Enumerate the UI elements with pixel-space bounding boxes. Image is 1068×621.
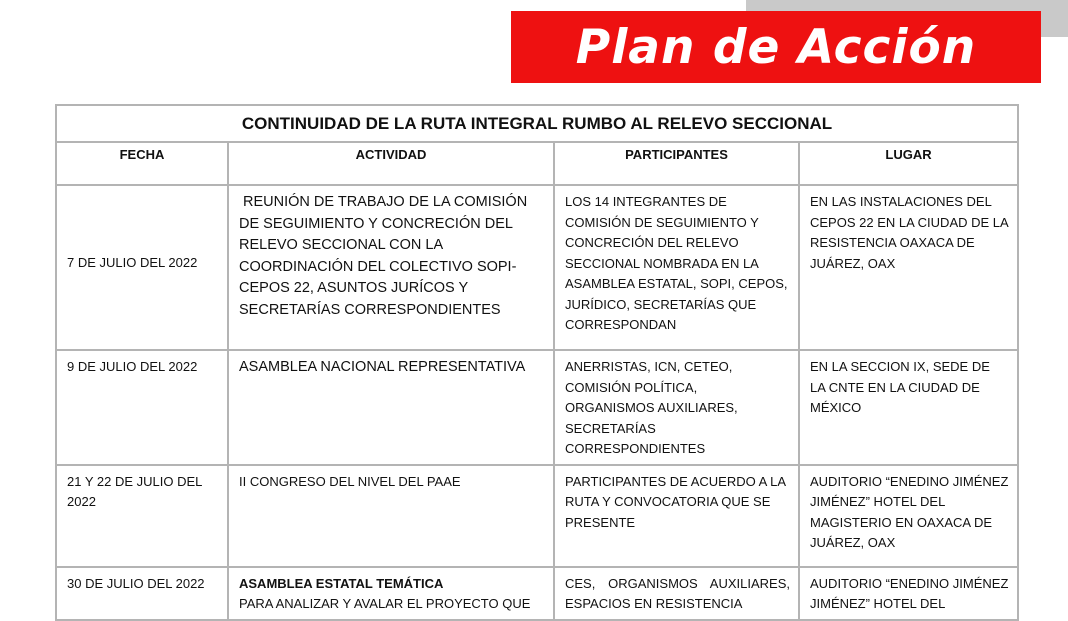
table-row bbox=[56, 185, 1018, 350]
row-fecha: 9 DE JULIO DEL 2022 bbox=[56, 350, 228, 465]
row-lugar: AUDITORIO “ENEDINO JIMÉNEZ JIMÉNEZ” HOTEL DEL bbox=[799, 567, 1018, 620]
row-actividad-title: ASAMBLEA ESTATAL TEMÁTICA bbox=[239, 575, 444, 591]
row-participantes: LOS 14 INTEGRANTES DE COMISIÓN DE SEGUIMIENTO Y CONCRECIÓN DEL RELEVO SECCIONAL NOMBRADA EN LA ASAMBLEA ESTATAL, SOPI, CEPOS, JURÍDICO, SECRETARÍAS QUE CORRESPONDAN bbox=[554, 185, 799, 350]
table-title-row bbox=[56, 105, 1018, 142]
row-lugar: EN LAS INSTALACIONES DEL CEPOS 22 EN LA CIUDAD DE LA RESISTENCIA OAXACA DE JUÁREZ, OAX bbox=[799, 185, 1018, 350]
row-participantes: ANERRISTAS, ICN, CETEO, COMISIÓN POLÍTICA, ORGANISMOS AUXILIARES, SECRETARÍAS CORRESPONDIENTES bbox=[554, 350, 799, 465]
row-fecha: 7 DE JULIO DEL 2022 bbox=[56, 185, 228, 350]
header-actividad: ACTIVIDAD bbox=[228, 142, 554, 185]
row-lugar: EN LA SECCION IX, SEDE DE LA CNTE EN LA CIUDAD DE MÉXICO bbox=[799, 350, 1018, 465]
table-row bbox=[56, 350, 1018, 465]
row-actividad bbox=[228, 567, 554, 620]
table-title: CONTINUIDAD DE LA RUTA INTEGRAL RUMBO AL RELEVO SECCIONAL bbox=[56, 105, 1018, 142]
row-actividad: ASAMBLEA NACIONAL REPRESENTATIVA bbox=[228, 350, 554, 465]
row-participantes: PARTICIPANTES DE ACUERDO A LA RUTA Y CONVOCATORIA QUE SE PRESENTE bbox=[554, 465, 799, 567]
row-actividad: REUNIÓN DE TRABAJO DE LA COMISIÓN DE SEGUIMIENTO Y CONCRECIÓN DEL RELEVO SECCIONAL CON LA COORDINACIÓN DEL COLECTIVO SOPI-CEPOS 22, ASUNTOS JURÍCOS Y SECRETARÍAS CORRESPONDIENTES bbox=[228, 185, 554, 350]
action-plan-table bbox=[55, 104, 1019, 621]
row-actividad: II CONGRESO DEL NIVEL DEL PAAE bbox=[228, 465, 554, 567]
table-row bbox=[56, 465, 1018, 567]
header-lugar: LUGAR bbox=[799, 142, 1018, 185]
header-fecha: FECHA bbox=[56, 142, 228, 185]
header-participantes: PARTICIPANTES bbox=[554, 142, 799, 185]
row-lugar: AUDITORIO “ENEDINO JIMÉNEZ JIMÉNEZ” HOTEL DEL MAGISTERIO EN OAXACA DE JUÁREZ, OAX bbox=[799, 465, 1018, 567]
table-row bbox=[56, 567, 1018, 620]
row-participantes: CES, ORGANISMOS AUXILIARES, ESPACIOS EN RESISTENCIA bbox=[554, 567, 799, 620]
row-fecha: 21 Y 22 DE JULIO DEL 2022 bbox=[56, 465, 228, 567]
row-actividad-text: PARA ANALIZAR Y AVALAR EL PROYECTO QUE bbox=[239, 596, 531, 611]
banner-title: Plan de Acción bbox=[575, 19, 977, 75]
row-fecha: 30 DE JULIO DEL 2022 bbox=[56, 567, 228, 620]
plan-banner bbox=[511, 11, 1041, 83]
table-header-row bbox=[56, 142, 1018, 185]
